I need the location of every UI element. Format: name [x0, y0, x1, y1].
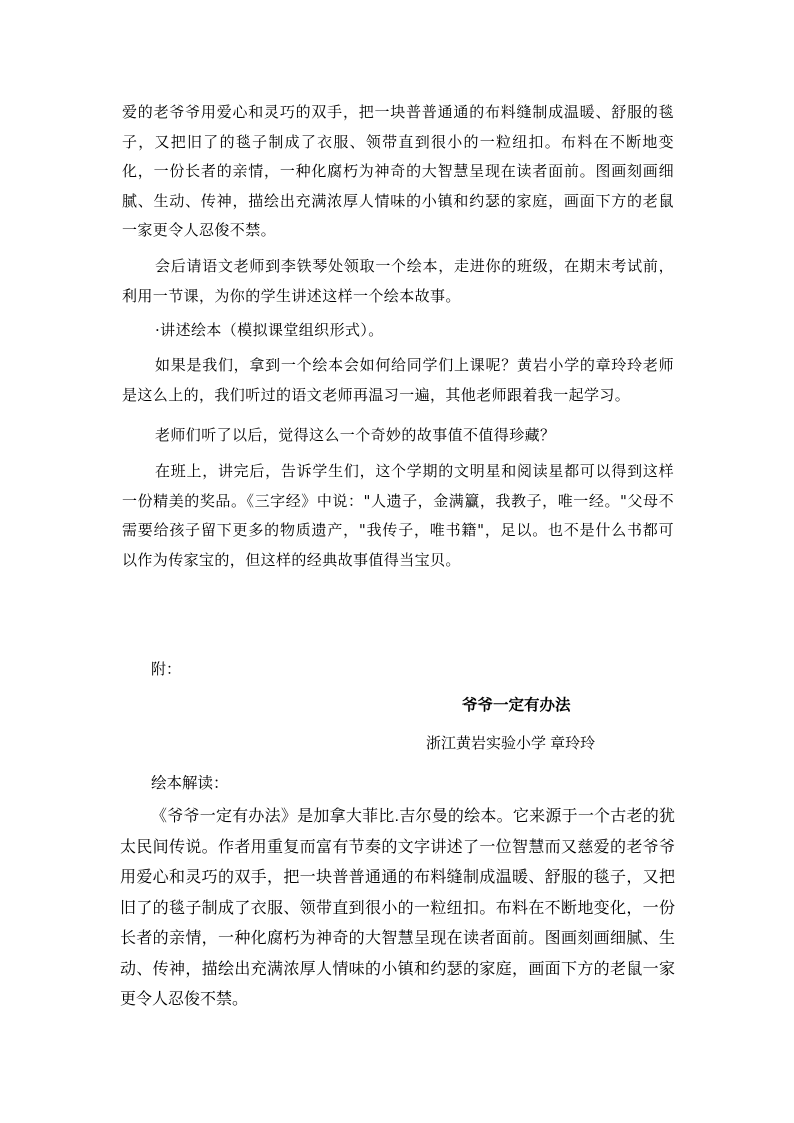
appendix-title: 爷爷一定有办法 — [462, 697, 571, 714]
paragraph-story-summary: 爱的老爷爷用爱心和灵巧的双手，把一块普普通通的布料缝制成温暖、舒服的毯子，又把旧了的毯子制成了衣服、领带直到很小的一粒纽扣。布料在不断地变化，一份长者的亲情，一种化腐朽为神奇的大智慧呈现在读者面前。图画刻画细腻、生动、传神，描绘出充满浓厚人情味的小镇和约瑟的家庭，画面下方的老鼠一家更令人忍俊不禁。 — [122, 103, 674, 240]
paragraph-lesson-example: 如果是我们，拿到一个绘本会如何给同学们上课呢？黄岩小学的章玲玲老师是这么上的，我们听过的语文老师再温习一遍，其他老师跟着我一起学习。 — [122, 356, 674, 404]
paragraph-classroom-reward: 在班上，讲完后，告诉学生们，这个学期的文明星和阅读星都可以得到这样一份精美的奖品。《三字经》中说："人遗子，金满籯，我教子，唯一经。"父母不需要给孩子留下更多的物质遗产，"我传子，唯书籍"，足以。也不是什么书都可以作为传家宝的，但这样的经典故事值得当宝贝。 — [122, 462, 674, 569]
paragraph-question: 老师们听了以后，觉得这么一个奇妙的故事值不值得珍藏？ — [155, 426, 556, 444]
section-label: 绘本解读： — [151, 775, 229, 792]
paragraph-teacher-task: 会后请语文老师到李铁琴处领取一个绘本，走进你的班级，在期末考试前，利用一节课，为你的学生讲述这样一个绘本故事。 — [122, 257, 674, 305]
appendix-label: 附： — [151, 661, 182, 678]
paragraph-storytelling-step: ·讲述绘本（模拟课堂组织形式）。 — [155, 321, 384, 339]
appendix-author: 浙江黄岩实验小学 章玲玲 — [426, 735, 596, 752]
section-body: 《爷爷一定有办法》是加拿大菲比.吉尔曼的绘本。它来源于一个古老的犹太民间传说。作者用重复而富有节奏的文字讲述了一位智慧而又慈爱的老爷爷用爱心和灵巧的双手，把一块普普通通的布料缝制成温暖、舒服的毯子，又把旧了的毯子制成了衣服、领带直到很小的一粒纽扣。布料在不断地变化，一份长者的亲情，一种化腐朽为神奇的大智慧呈现在读者面前。图画刻画细腻、生动、传神，描绘出充满浓厚人情味的小镇和约瑟的家庭，画面下方的老鼠一家更令人忍俊不禁。 — [120, 808, 675, 1008]
